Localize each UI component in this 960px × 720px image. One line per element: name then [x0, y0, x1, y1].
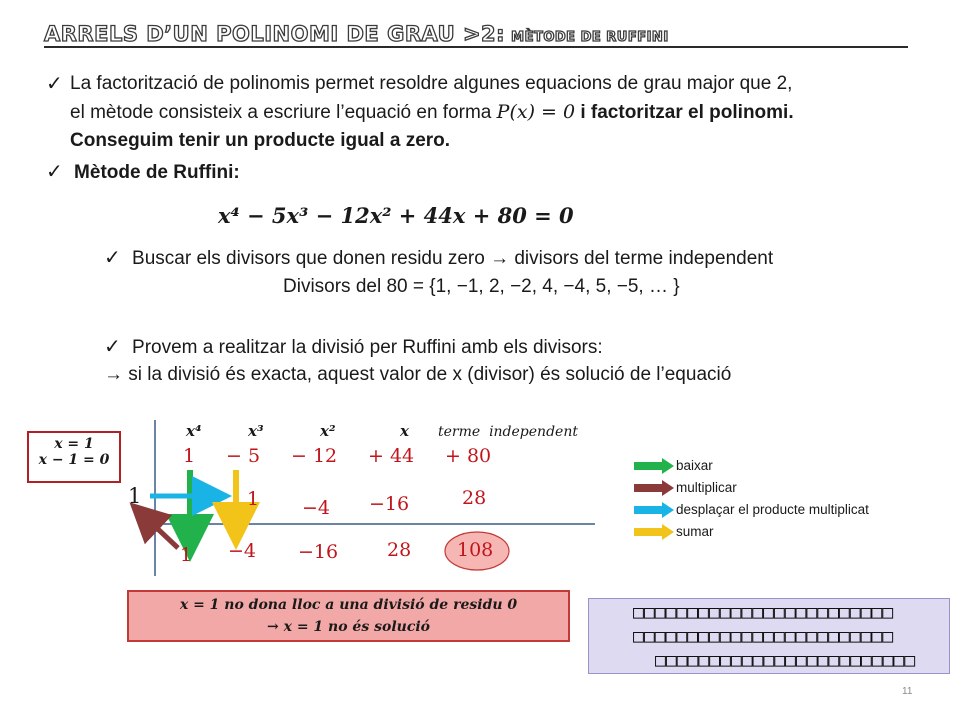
intro-line-3: Conseguim tenir un producte igual a zero. [70, 130, 451, 151]
note-line-3: □□□□□□□□□□□□□□□□□□□□□□□□ [655, 650, 916, 671]
legend-item-desplacar [634, 499, 869, 521]
coef-3: − 12 [291, 445, 338, 467]
main-equation: x⁴ − 5x³ − 12x² + 44x + 80 = 0 [218, 203, 574, 228]
header-x: x [400, 422, 409, 440]
header-x2: x² [320, 422, 336, 440]
note-line-2: □□□□□□□□□□□□□□□□□□□□□□□□ [633, 626, 894, 647]
title-sub: MÈTODE DE RUFFINI [511, 30, 669, 45]
check-icon: ✓ [104, 336, 121, 358]
test-value-line-2: x − 1 = 0 [38, 452, 110, 468]
divisors-line-2: Divisors del 80 = {1, −1, 2, −2, 4, −4, 5, −5, … } [283, 276, 680, 297]
yellow-arrow-icon [634, 528, 664, 536]
ruffini-line-1: Provem a realitzar la divisió per Ruffini amb els divisors: [132, 337, 603, 358]
legend-item-multiplicar [634, 477, 869, 499]
intro-line-2b: i factoritzar el polinomi. [575, 102, 794, 123]
intro-line-1: La factorització de polinomis permet resoldre algunes equacions de grau major que 2, [70, 73, 793, 94]
check-icon: ✓ [46, 161, 63, 183]
product-2: −4 [302, 497, 331, 519]
coef-5: + 80 [445, 445, 492, 467]
divisors-line-1: Buscar els divisors que donen residu zero → divisors del terme independent [132, 248, 774, 269]
conclusion-line-2: → x = 1 no és solució [267, 619, 430, 635]
coef-4: + 44 [368, 445, 415, 467]
result-1: 1 [180, 544, 193, 566]
note-box [588, 598, 950, 674]
intro-equation: P(x) = 0 [496, 101, 576, 123]
remainder-value: 108 [457, 539, 494, 561]
legend-label-sumar: sumar [676, 524, 714, 539]
legend [634, 455, 869, 543]
test-value-line-1: x = 1 [54, 436, 94, 452]
product-4: 28 [462, 487, 487, 509]
legend-label-multiplicar: multiplicar [676, 480, 737, 495]
title-main: ARRELS D’UN POLINOMI DE GRAU >2: [44, 22, 506, 46]
conclusion-line-1: x = 1 no dona lloc a una divisió de residu 0 [179, 597, 518, 613]
divisor-value: 1 [128, 484, 142, 508]
conclusion-box [127, 590, 570, 642]
brown-arrow-icon [634, 484, 664, 492]
coef-1: 1 [183, 445, 196, 467]
coef-2: − 5 [226, 445, 261, 467]
product-1: 1 [247, 488, 260, 510]
cyan-arrow-icon [634, 506, 664, 514]
legend-label-desplacar: desplaçar el producte multiplicat [676, 502, 869, 517]
header-terme-independent: terme independent [438, 424, 578, 440]
note-line-1: □□□□□□□□□□□□□□□□□□□□□□□□ [633, 602, 894, 623]
legend-label-baixar: baixar [676, 458, 713, 473]
header-x4: x⁴ [186, 422, 202, 440]
legend-item-sumar [634, 521, 869, 543]
product-3: −16 [369, 493, 410, 515]
check-icon: ✓ [104, 247, 121, 269]
result-2: −4 [228, 540, 257, 562]
intro-line-2a: el mètode consisteix a escriure l’equació en forma [70, 102, 497, 123]
header-x3: x³ [248, 422, 264, 440]
method-label: Mètode de Ruffini: [74, 162, 240, 183]
check-icon: ✓ [46, 73, 63, 95]
arrow-multiplicar [144, 516, 178, 548]
page-number: 11 [902, 686, 913, 697]
legend-item-baixar [634, 455, 869, 477]
ruffini-line-2: → si la divisió és exacta, aquest valor de x (divisor) és solució de l’equació [104, 364, 732, 385]
green-arrow-icon [634, 462, 664, 470]
result-3: −16 [298, 541, 339, 563]
result-4: 28 [387, 539, 412, 561]
